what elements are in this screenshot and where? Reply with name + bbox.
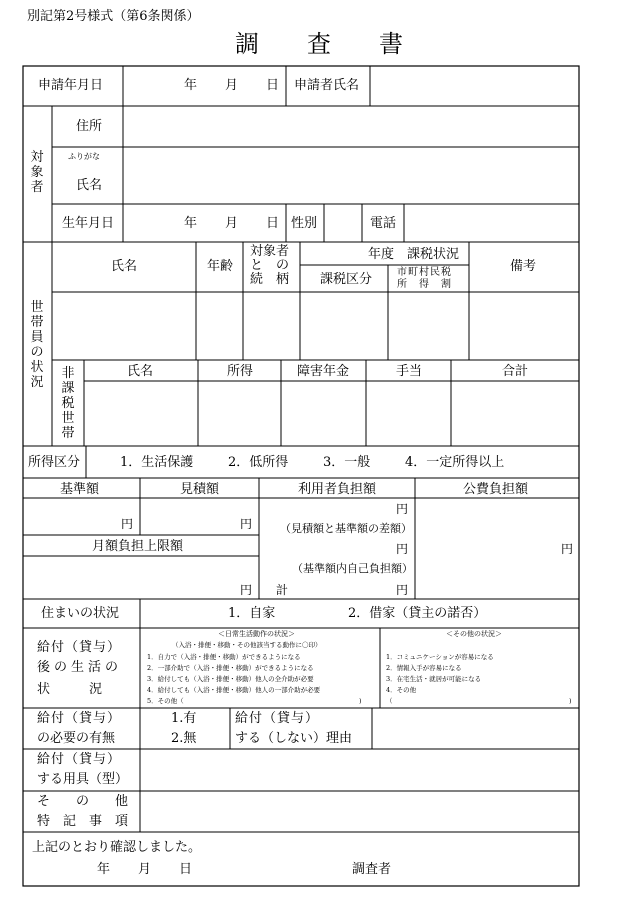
self-burden-note: （基準額内自己負担額） xyxy=(292,562,413,575)
income-option-high[interactable]: 4．一定所得以上 xyxy=(405,455,505,470)
daily-item-2: 2．一部介助で（入浴・排便・移動）ができるようになる xyxy=(147,664,314,672)
phone-field[interactable] xyxy=(405,205,578,241)
post-life-label-line3: 状 況 xyxy=(37,682,103,697)
applicant-name-label: 申請者氏名 xyxy=(294,78,360,93)
birth-date-label: 生年月日 xyxy=(62,216,115,231)
nontaxed-household-label: 非課税世帯 xyxy=(61,366,75,441)
document-title: 調 査 書 xyxy=(235,30,403,58)
tax-class-header: 課税区分 xyxy=(320,272,373,287)
city-tax-header-line2: 所 得 割 xyxy=(397,279,452,290)
application-date-day: 日 xyxy=(266,78,280,93)
user-burden-header: 利用者負担額 xyxy=(298,482,377,497)
income-option-welfare[interactable]: 1．生活保護 xyxy=(120,455,194,470)
housing-own-option[interactable]: 1．自家 xyxy=(228,606,276,621)
total-label: 計 xyxy=(276,583,289,597)
public-burden-header: 公費負担額 xyxy=(463,482,529,497)
daily-item-5: 5．その他（ xyxy=(147,697,184,705)
reason-label-line1: 給付（貸与） xyxy=(235,711,320,726)
user-burden-yen-3: 円 xyxy=(396,583,409,597)
application-date-year: 年 xyxy=(184,78,198,93)
disability-pension-header: 障害年金 xyxy=(297,364,350,379)
daily-item-3: 3．給付しても（入浴・排便・移動）他人の全介助が必要 xyxy=(147,675,314,683)
nontaxed-income-header: 所得 xyxy=(227,364,254,379)
confirm-date-day: 日 xyxy=(179,862,193,877)
other-status-title: ＜その他の状況＞ xyxy=(446,630,502,638)
income-option-low[interactable]: 2．低所得 xyxy=(228,455,289,470)
housing-label: 住まいの状況 xyxy=(41,606,120,621)
daily-item-4: 4．給付しても（入浴・排便・移動）他人の一部介助が必要 xyxy=(147,686,321,694)
user-burden-yen-2: 円 xyxy=(396,542,409,556)
application-date-month: 月 xyxy=(225,78,239,93)
daily-item-1: 1．自力で（入浴・排便・移動）ができるようになる xyxy=(147,653,301,661)
other-notes-label-line1: そ の 他 xyxy=(37,794,129,809)
post-life-label-line2: 後の生活の xyxy=(37,660,123,675)
daily-item-5-close: ) xyxy=(359,697,362,705)
equipment-label-line1: 給付（貸与） xyxy=(37,752,122,767)
confirm-date-year: 年 xyxy=(97,862,111,877)
monthly-limit-yen: 円 xyxy=(240,583,253,597)
monthly-limit-label: 月額負担上限額 xyxy=(92,539,184,554)
user-burden-yen-1: 円 xyxy=(396,502,409,516)
difference-note: （見積額と基準額の差額） xyxy=(280,522,412,535)
estimate-yen: 円 xyxy=(240,517,253,531)
address-field[interactable] xyxy=(124,107,578,146)
city-tax-header-line1: 市町村民税 xyxy=(397,267,452,278)
other-item-5: （ xyxy=(386,697,393,705)
other-notes-label-line2: 特 記 事 項 xyxy=(37,814,129,829)
address-label: 住所 xyxy=(76,119,103,134)
necessity-label-line1: 給付（貸与） xyxy=(37,711,122,726)
household-name-header: 氏名 xyxy=(111,259,138,274)
subject-name-field[interactable] xyxy=(124,148,578,203)
investigator-label: 調査者 xyxy=(352,862,392,877)
total-header: 合計 xyxy=(502,364,529,379)
other-item-3: 3．在宅生活・就居が可能になる xyxy=(386,675,482,683)
birth-date-month: 月 xyxy=(225,216,239,231)
equipment-field[interactable] xyxy=(141,750,578,790)
standard-amount-header: 基準額 xyxy=(60,482,100,497)
income-class-label: 所得区分 xyxy=(28,455,81,470)
form-number-label: 別記第2号様式（第6条関係） xyxy=(27,9,200,24)
reason-label-line2: する（しない）理由 xyxy=(235,731,353,746)
name-label: 氏名 xyxy=(76,178,103,193)
birth-date-year: 年 xyxy=(184,216,198,231)
other-item-5-close: ) xyxy=(569,697,572,705)
subject-group-label: 対象者 xyxy=(30,150,44,195)
income-option-general[interactable]: 3．一般 xyxy=(323,455,371,470)
other-notes-field[interactable] xyxy=(141,792,578,831)
other-item-2: 2．情報入手が容易になる xyxy=(386,664,462,672)
gender-label: 性別 xyxy=(291,216,318,231)
confirm-date-month: 月 xyxy=(138,862,152,877)
tax-status-header: 年度 課税状況 xyxy=(368,247,460,262)
other-item-1: 1．コミュニケーションが容易になる xyxy=(386,653,494,661)
phone-label: 電話 xyxy=(370,216,397,231)
post-life-label-line1: 給付（貸与） xyxy=(37,640,122,655)
necessity-label-line2: の必要の有無 xyxy=(37,731,116,746)
birth-date-day: 日 xyxy=(266,216,280,231)
nontaxed-name-header: 氏名 xyxy=(127,364,154,379)
confirmation-text: 上記のとおり確認しました。 xyxy=(32,840,202,855)
equipment-label-line2: する用具（型） xyxy=(37,772,129,787)
remarks-header: 備考 xyxy=(510,259,537,274)
daily-activity-subtitle: （入浴・排便・移動・その他該当する動作に〇印） xyxy=(172,641,322,649)
relation-header-line1: 対象者 xyxy=(250,244,290,259)
necessity-yes-option[interactable]: 1.有 xyxy=(171,711,197,726)
age-header: 年齢 xyxy=(207,259,234,274)
relation-header-line2: と の xyxy=(250,258,290,273)
standard-yen: 円 xyxy=(121,517,134,531)
necessity-no-option[interactable]: 2.無 xyxy=(171,731,197,746)
relation-header-line3: 続 柄 xyxy=(250,272,290,287)
allowance-header: 手当 xyxy=(396,364,423,379)
public-burden-yen: 円 xyxy=(561,542,574,556)
application-date-label: 申請年月日 xyxy=(38,78,104,93)
estimate-amount-header: 見積額 xyxy=(180,482,220,497)
other-item-4: 4．その他 xyxy=(386,686,417,694)
daily-activity-title: ＜日常生活動作の状況＞ xyxy=(218,630,295,638)
housing-rent-option[interactable]: 2．借家（貸主の諾否） xyxy=(348,606,487,621)
furigana-label: ふりがな xyxy=(68,152,100,161)
applicant-name-field[interactable] xyxy=(371,67,578,105)
reason-field[interactable] xyxy=(373,709,578,748)
household-group-label: 世帯員の状況 xyxy=(30,300,44,390)
